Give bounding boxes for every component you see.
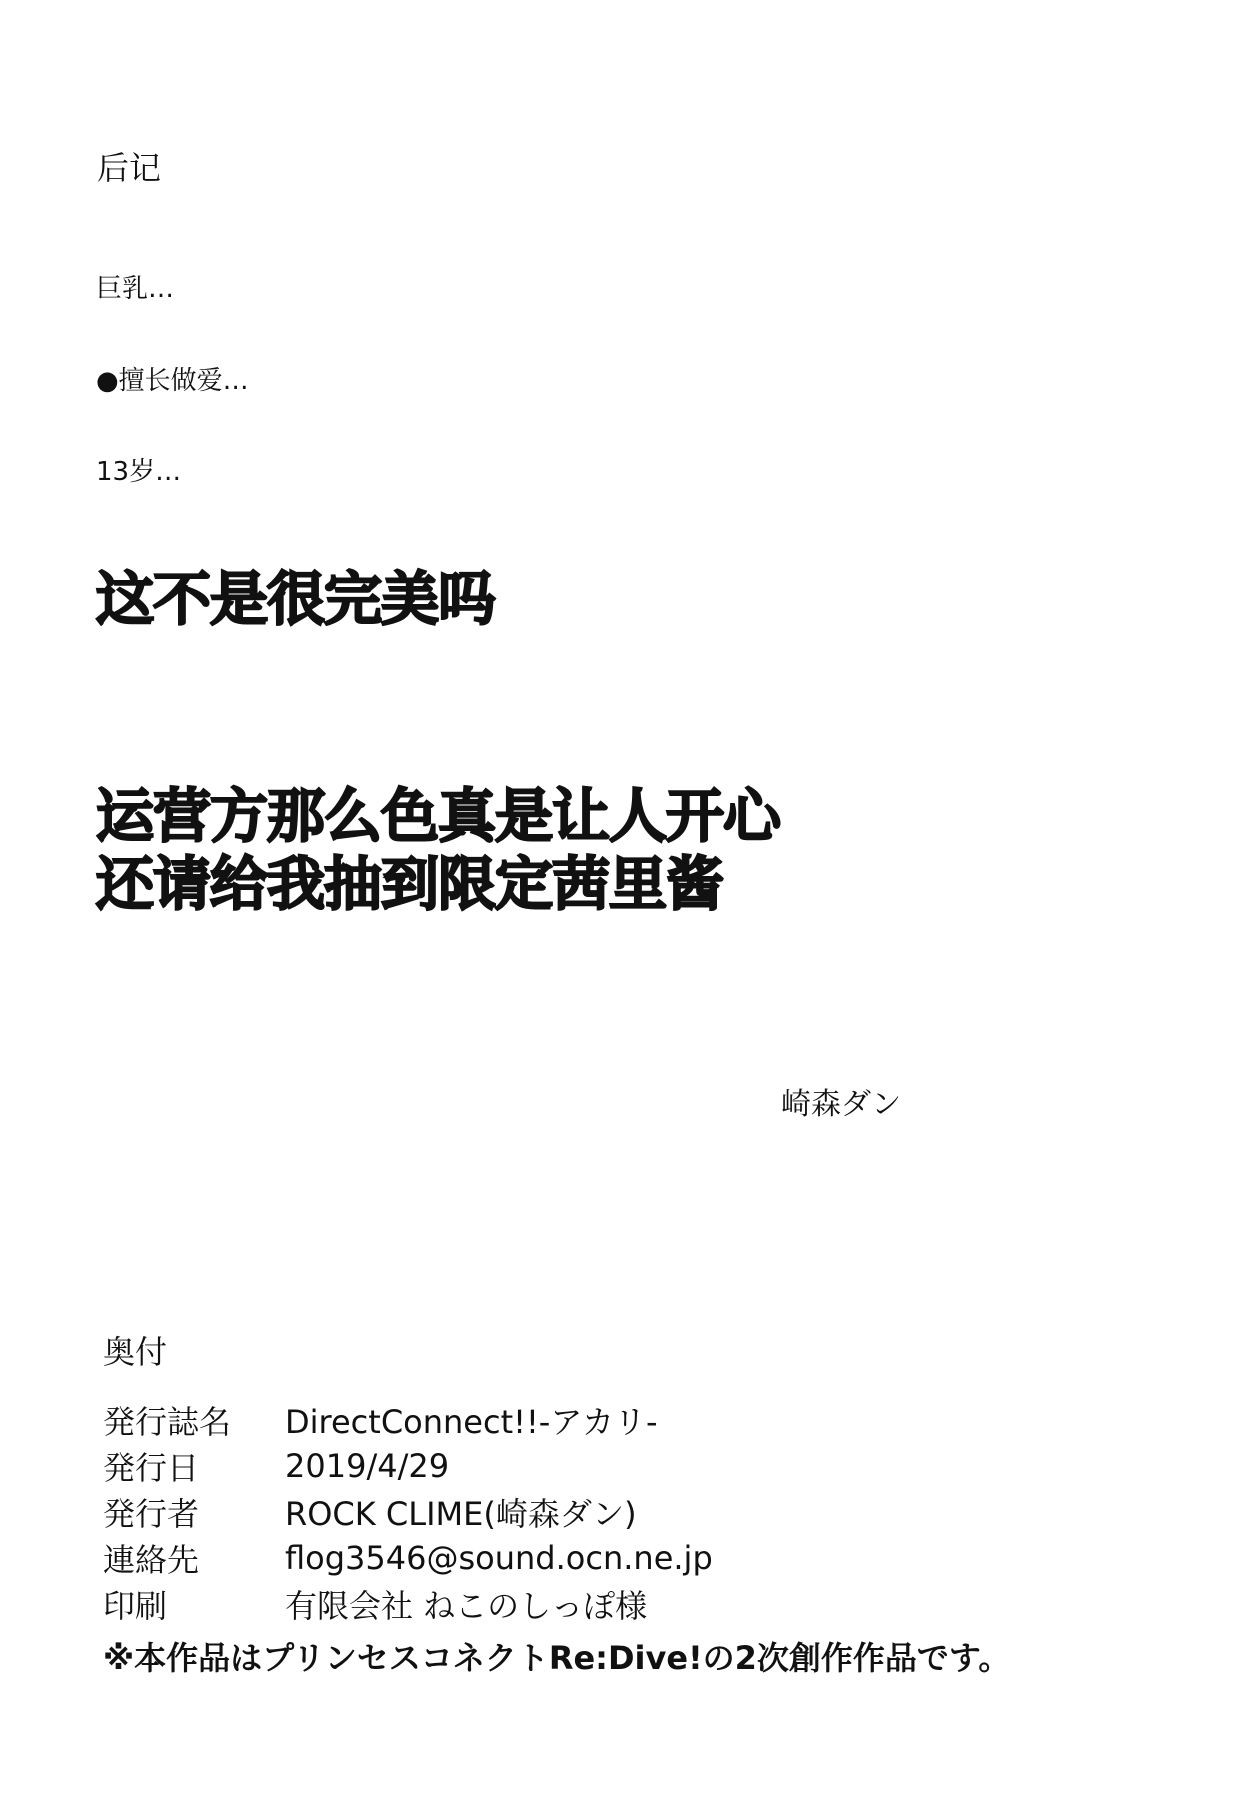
colophon-value: 2019/4/29 [285,1447,450,1485]
colophon-row-printer [103,1581,713,1627]
emphasis-text-1: 这不是很完美吗 [96,565,496,633]
emphasis-text-2-line-2: 还请给我抽到限定茜里酱 [96,850,724,918]
colophon-row-contact [103,1535,713,1581]
derivative-work-note: ※本作品はプリンセスコネクトRe:Dive!の2次創作作品です。 [103,1639,1011,1677]
colophon-value: 有限会社 ねこのしっぽ様 [285,1587,648,1625]
colophon-value: flog3546@sound.ocn.ne.jp [285,1539,713,1577]
afterword-heading: 后记 [97,149,162,187]
colophon-key: 発行誌名 [103,1403,232,1441]
emphasis-text-2-line-1: 运营方那么色真是让人开心 [96,782,781,850]
colophon-key: 発行日 [103,1449,200,1487]
colophon-row-date [103,1443,713,1489]
colophon-row-publisher [103,1489,713,1535]
author-signature: 崎森ダン [781,1087,902,1122]
colophon-key: 発行者 [103,1495,200,1533]
colophon-key: 連絡先 [103,1541,200,1579]
colophon-table [103,1397,713,1627]
colophon-value: DirectConnect!!-アカリ- [285,1403,658,1441]
colophon-key: 印刷 [103,1587,168,1625]
colophon-row-title [103,1397,713,1443]
colophon-value: ROCK CLIME(崎森ダン) [285,1495,637,1533]
afterword-line-1: 巨乳… [96,274,175,304]
afterword-line-3: 13岁… [96,457,182,487]
colophon-heading: 奥付 [103,1333,168,1371]
afterword-line-2: ●擅长做爱… [96,366,249,396]
